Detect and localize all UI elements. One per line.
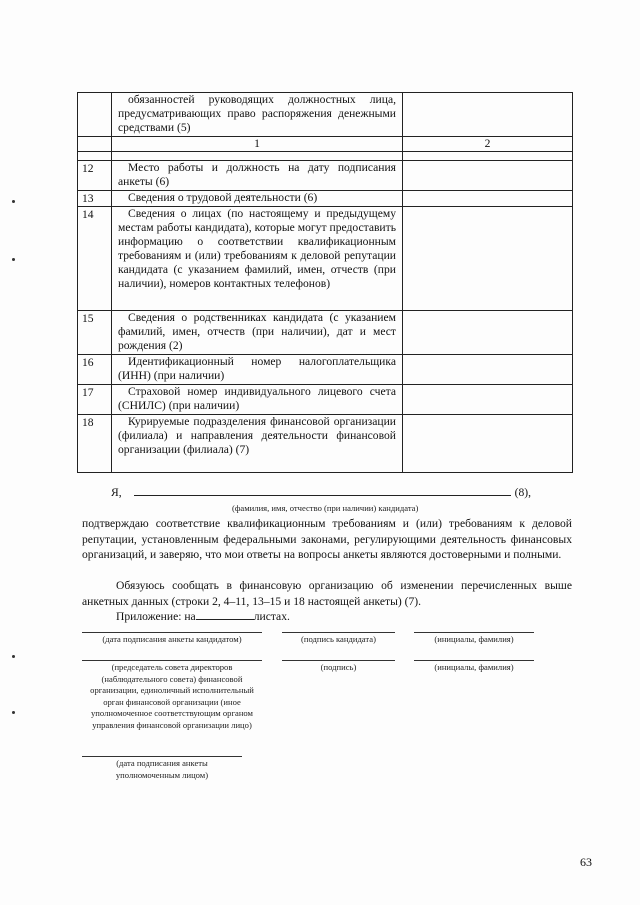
ya-label: Я,: [111, 486, 122, 499]
candidate-initials-line[interactable]: [414, 632, 534, 633]
chairman-label: (председатель совета директоров (наблюдательного совета) финансовой организации, единоличный исполнительный орган финансовой организации (иное уполномоченное соответствующим органом управления финансовой организации лицо): [90, 662, 254, 730]
candidate-signature-line[interactable]: [282, 632, 395, 633]
attachment-suffix: листах.: [253, 610, 290, 623]
column-number-2: 2: [403, 137, 573, 152]
row-number: 15: [78, 311, 112, 355]
column-numbers-row: [78, 137, 573, 152]
answer-cell[interactable]: [403, 311, 573, 355]
table-row: [78, 311, 573, 355]
margin-mark: [12, 200, 15, 203]
row-text: Страховой номер индивидуального лицевого счета (СНИЛС) (при наличии): [112, 385, 403, 415]
row-number: 12: [78, 161, 112, 191]
questionnaire-table: [77, 92, 573, 473]
chairman-line[interactable]: [82, 660, 262, 661]
row-text: Идентификационный номер налогоплательщика (ИНН) (при наличии): [112, 355, 403, 385]
margin-mark: [12, 258, 15, 261]
candidate-date-line[interactable]: [82, 632, 262, 633]
table-row: [78, 355, 573, 385]
chairman-initials-label: (инициалы, фамилия): [434, 662, 514, 672]
row-text: Сведения о лицах (по настоящему и предыдущему местам работы кандидата), которые могут предоставить информацию о соответствии квалификационным требованиям и (или) требованиям к деловой репутации кандидата (с указанием фамилий, имен, отчеств (при наличии), номеров контактных телефонов): [112, 207, 403, 311]
table-row: [78, 93, 573, 137]
row-number: 14: [78, 207, 112, 311]
candidate-name-field[interactable]: [134, 486, 511, 496]
declaration-line: [111, 486, 531, 499]
row-text: Курируемые подразделения финансовой организации (филиала) и направления деятельности финансовой организации (филиала) (7): [112, 415, 403, 473]
spacer-row: [78, 152, 573, 161]
attachment-prefix: Приложение: на: [116, 610, 196, 623]
row-number: 13: [78, 191, 112, 207]
chairman-signature-label: (подпись): [320, 662, 357, 672]
answer-cell[interactable]: [403, 93, 573, 137]
table-row: [78, 207, 573, 311]
candidate-signature-label: (подпись кандидата): [301, 634, 376, 644]
answer-cell[interactable]: [403, 415, 573, 473]
answer-cell[interactable]: [403, 191, 573, 207]
attachment-sheets-field[interactable]: [196, 609, 254, 620]
table-row: [78, 415, 573, 473]
answer-cell[interactable]: [403, 355, 573, 385]
row-number: 17: [78, 385, 112, 415]
table-row: [78, 385, 573, 415]
name-caption: (фамилия, имя, отчество (при наличии) кандидата): [232, 503, 419, 513]
margin-mark: [12, 711, 15, 714]
declaration-paragraph: подтверждаю соответствие квалификационным требованиям и (или) требованиям к деловой репутации, установленным федеральными законами, регулирующими деятельность финансовых организаций, и заверяю, что мои ответы на вопросы анкеты являются достоверными и полными.: [82, 517, 572, 561]
chairman-initials-line[interactable]: [414, 660, 534, 661]
answer-cell[interactable]: [403, 385, 573, 415]
row-text: Место работы и должность на дату подписания анкеты (6): [112, 161, 403, 191]
obligation-paragraph: Обязуюсь сообщать в финансовую организацию об изменении перечисленных выше анкетных данных (строки 2, 4–11, 13–15 и 18 настоящей анкеты) (7).: [82, 579, 572, 608]
row-number: 18: [78, 415, 112, 473]
authorized-date-label: (дата подписания анкеты уполномоченным лицом): [115, 758, 209, 780]
footnote-ref: (8),: [514, 486, 531, 499]
table-cell-text: обязанностей руководящих должностных лица, предусматривающих право распоряжения денежными средствами (5): [112, 93, 403, 137]
candidate-date-label: (дата подписания анкеты кандидатом): [102, 634, 242, 644]
answer-cell[interactable]: [403, 207, 573, 311]
candidate-initials-label: (инициалы, фамилия): [434, 634, 514, 644]
table-row: [78, 191, 573, 207]
column-number-1: 1: [112, 137, 403, 152]
row-text: Сведения о трудовой деятельности (6): [112, 191, 403, 207]
answer-cell[interactable]: [403, 161, 573, 191]
table-row: [78, 161, 573, 191]
margin-mark: [12, 655, 15, 658]
authorized-date-line[interactable]: [82, 756, 242, 757]
row-text: Сведения о родственниках кандидата (с указанием фамилий, имен, отчеств (при наличии), дат и мест рождения (2): [112, 311, 403, 355]
row-number: 16: [78, 355, 112, 385]
chairman-signature-line[interactable]: [282, 660, 395, 661]
page-number: 63: [580, 855, 592, 869]
attachment-line: [116, 609, 416, 625]
